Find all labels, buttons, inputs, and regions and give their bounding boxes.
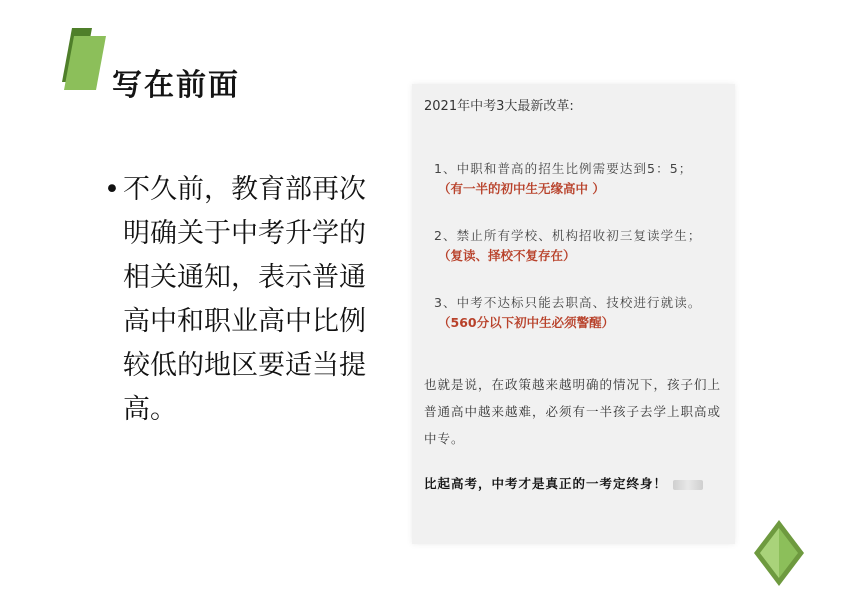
decorative-green-parallelogram-icon: [58, 24, 118, 94]
panel-footer: [424, 474, 723, 492]
reform-item-note: （有一半的初中生无缘高中 ）: [438, 181, 605, 196]
panel-heading: 2021年中考3大最新改革:: [424, 99, 574, 114]
reform-item: [424, 225, 723, 266]
decorative-green-diamond-icon: [752, 518, 806, 588]
reform-screenshot-panel: [412, 84, 735, 544]
bullet-text: 不久前，教育部再次明确关于中考升学的相关通知，表示普通高中和职业高中比例较低的地区要适当提高。: [123, 174, 366, 425]
reform-item: [424, 158, 723, 199]
reform-item-text: 3、中考不达标只能去职高、技校进行就读。: [434, 295, 702, 310]
reform-item-note: （560分以下初中生必须警醒）: [438, 315, 615, 330]
reform-item-text: 2、禁止所有学校、机构招收初三复读学生；: [434, 228, 702, 243]
bullet-dot: •: [104, 174, 120, 205]
panel-footer-text: 比起高考，中考才是真正的一考定终身！: [424, 476, 668, 491]
reform-item-note: （复读、择校不复存在）: [438, 248, 576, 263]
watermark-blur: [673, 480, 703, 490]
reform-item-text: 1、中职和普高的招生比例需要达到5：5；: [434, 161, 693, 176]
reform-item: [424, 292, 723, 333]
page-title: 写在前面: [112, 68, 240, 103]
bullet-paragraph: [104, 168, 378, 432]
panel-summary: 也就是说，在政策越来越明确的情况下，孩子们上普通高中越来越难，必须有一半孩子去学上职高或中专。: [424, 377, 722, 446]
